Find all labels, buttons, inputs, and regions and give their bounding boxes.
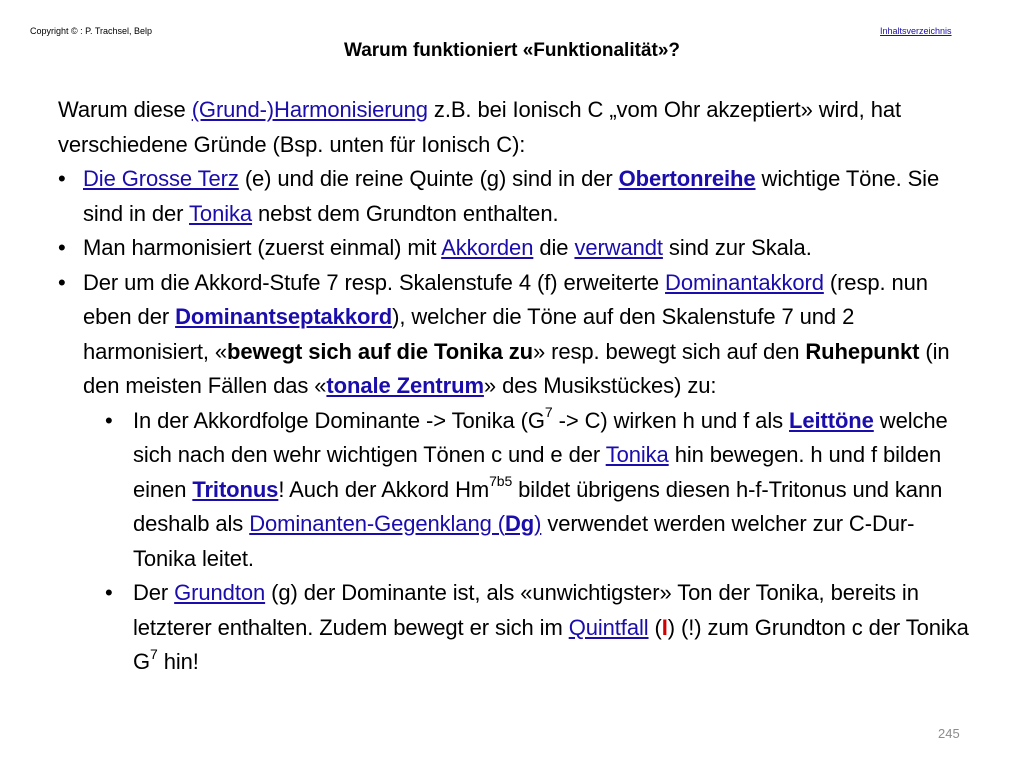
bold-text: Tritonus: [192, 476, 279, 502]
bold-text: Dominantseptakkord: [175, 304, 393, 329]
link-tonale-zentrum[interactable]: [326, 373, 484, 398]
bullet-obertonreihe: [58, 162, 973, 231]
text: ! Auch der Akkord Hm: [278, 476, 490, 502]
link-obertonreihe[interactable]: [619, 166, 756, 191]
link-grosse-terz[interactable]: Die Grosse Terz: [83, 166, 239, 191]
link-quintfall[interactable]: Quintfall: [568, 614, 649, 640]
subbullet-grundton: [105, 576, 973, 680]
sub-list: [105, 404, 973, 680]
bold-text: Obertonreihe: [618, 166, 756, 191]
text: wichtige Töne. Sie sind in der: [83, 166, 940, 226]
toc-link[interactable]: Inhaltsverzeichnis: [880, 26, 952, 36]
subbullet-leittoene: [105, 404, 973, 577]
bullet-dominantakkord: [58, 266, 973, 680]
text: (e) und die reine Quinte (g) sind in der: [238, 166, 619, 191]
link-tonika-2[interactable]: Tonika: [605, 442, 669, 467]
link-grund-harmonisierung[interactable]: (Grund-)Harmonisierung: [191, 97, 428, 122]
link-akkorden[interactable]: Akkorden: [441, 235, 534, 260]
text: welche sich nach den wehr wichtigen Tönen c und e der: [133, 407, 948, 467]
link-grundton[interactable]: Grundton: [174, 580, 266, 605]
superscript: 7: [544, 404, 553, 421]
text: Der um die Akkord-Stufe 7 resp. Skalenstufe 4 (f) erweiterte: [83, 269, 666, 295]
text: » des Musikstückes) zu:: [483, 373, 717, 398]
text: (g) der Dominante ist, als «unwichtigster» Ton der Tonika, bereits in letzterer enthalten. Zudem bewegt er sich im: [133, 580, 919, 640]
text: (in den meisten Fällen das «: [83, 338, 950, 398]
bullet-akkorde: [58, 231, 973, 266]
intro-paragraph: [58, 93, 973, 162]
text: die: [533, 235, 575, 260]
text: In der Akkordfolge Dominante -> Tonika (G: [133, 407, 545, 433]
link-leittoene[interactable]: [789, 408, 874, 433]
link-dominanten-gegenklang[interactable]: [249, 511, 541, 536]
link-dominantseptakkord[interactable]: [175, 304, 392, 329]
text: sind zur Skala.: [662, 235, 812, 260]
main-list: [58, 162, 973, 680]
text: -> C) wirken h und f als: [552, 407, 790, 433]
link-verwandt[interactable]: verwandt: [574, 235, 663, 260]
superscript: 7: [150, 645, 158, 662]
text: Warum diese: [58, 97, 192, 122]
text: Dominanten-Gegenklang (: [249, 511, 505, 536]
text: nebst dem Grundton enthalten.: [252, 200, 559, 226]
link-tritonus[interactable]: [192, 477, 278, 502]
text: hin bewegen. h und f bilden einen: [133, 442, 942, 502]
text: Man harmonisiert (zuerst einmal) mit: [83, 235, 442, 260]
text: » resp. bewegt sich auf den: [532, 338, 806, 364]
text: (resp. nun eben der: [83, 269, 928, 329]
text: Der: [133, 580, 175, 605]
page-number: 245: [938, 726, 960, 741]
text: z.B. bei Ionisch C „vom Ohr akzeptiert» wird, hat verschiedene Gründe (Bsp. unten für Ionisch C):: [58, 97, 901, 157]
page-title: Warum funktioniert «Funktionalität»?: [343, 40, 681, 61]
bold-text: bewegt sich auf die Tonika zu: [227, 338, 533, 364]
bold-text: Dg: [504, 511, 535, 536]
content-body: [58, 93, 973, 680]
red-numeral: I: [661, 614, 668, 640]
link-tonika[interactable]: Tonika: [189, 200, 253, 226]
text: ): [534, 511, 542, 536]
link-dominantakkord[interactable]: Dominantakkord: [665, 269, 824, 295]
copyright-text: Copyright © : P. Trachsel, Belp: [30, 26, 153, 36]
bold-text: tonale Zentrum: [326, 373, 484, 398]
superscript: 7b5: [489, 473, 513, 490]
text: (: [648, 614, 662, 640]
text: verwendet werden welcher zur C-Dur-Tonika leitet.: [133, 511, 915, 571]
bold-text: Leittöne: [789, 407, 874, 433]
text: hin!: [157, 649, 199, 674]
text: ), welcher die Töne auf den Skalenstufe 7 und 2 harmonisiert, «: [83, 304, 855, 364]
text: bildet übrigens diesen h-f-Tritonus und kann deshalb als: [133, 476, 943, 536]
text: ) (!) zum Grundton c der Tonika G: [133, 614, 969, 674]
bold-text: Ruhepunkt: [805, 338, 920, 364]
